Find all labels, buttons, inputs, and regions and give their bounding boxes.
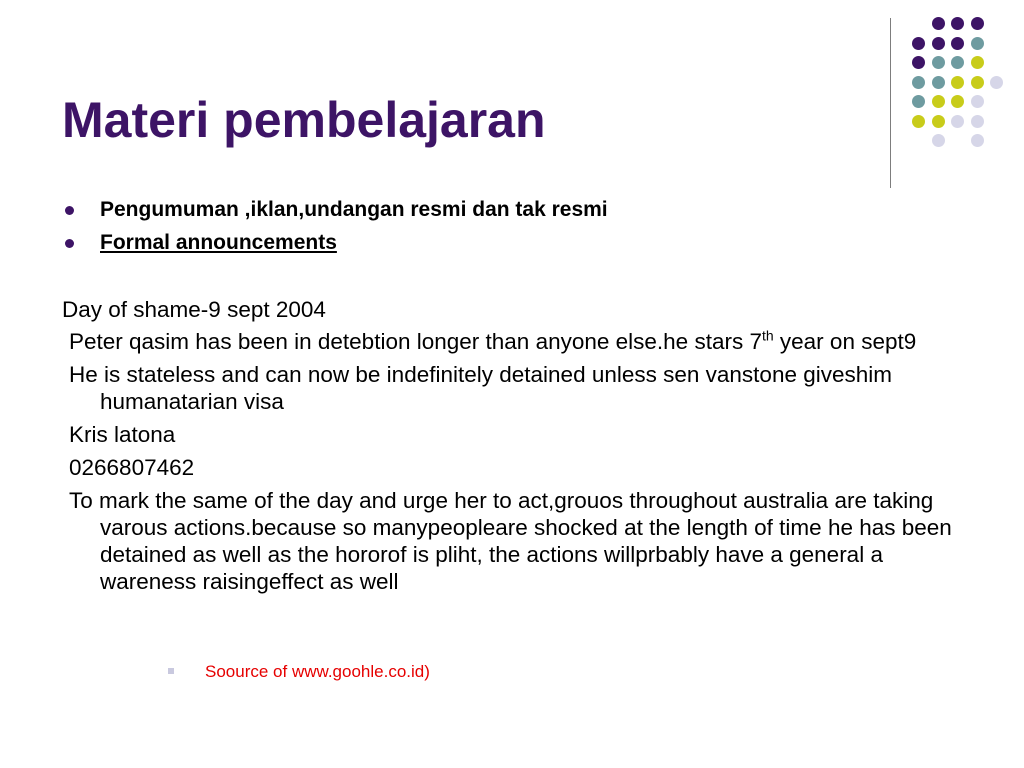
- name-line: Kris latona: [69, 422, 176, 447]
- paragraph-text: year on sept9: [773, 329, 917, 354]
- decorative-dot: [951, 95, 964, 108]
- square-bullet-icon: [168, 668, 174, 674]
- decorative-dot: [951, 76, 964, 89]
- paragraph: He is stateless and can now be indefinitely detained unless sen vanstone giveshim humanatarian visa: [69, 362, 892, 414]
- decorative-dot: [912, 56, 925, 69]
- paragraph: To mark the same of the day and urge her to act,grouos throughout australia are taking varous actions.because so manypeopleare shocked at the length of time he has been detained as well as the hororof is pliht, the actions willprbably have a general a wareness raisingeffect as well: [69, 488, 952, 594]
- decorative-dot: [990, 76, 1003, 89]
- decorative-dot: [951, 17, 964, 30]
- decorative-dot: [971, 37, 984, 50]
- decorative-dot: [951, 56, 964, 69]
- source-line: [205, 662, 430, 682]
- bullet-dot-icon: [65, 239, 74, 248]
- decorative-dot: [932, 95, 945, 108]
- decorative-dot: [951, 37, 964, 50]
- source-text: Soource of www.goohle.co.id): [205, 662, 430, 681]
- bullet-item: [62, 196, 608, 229]
- decorative-dot: [912, 37, 925, 50]
- paragraph: [62, 328, 962, 355]
- decorative-dot: [932, 17, 945, 30]
- bullet-dot-icon: [65, 206, 74, 215]
- bullet-text: Pengumuman ,iklan,undangan resmi dan tak resmi: [100, 198, 608, 221]
- heading-line: Day of shame-9 sept 2004: [62, 297, 326, 322]
- decorative-dot: [912, 115, 925, 128]
- decorative-dot: [971, 134, 984, 147]
- decorative-dot: [932, 37, 945, 50]
- decorative-dot: [912, 76, 925, 89]
- decorative-dot: [971, 17, 984, 30]
- decorative-dot: [932, 56, 945, 69]
- decorative-dot: [932, 134, 945, 147]
- superscript-text: th: [761, 327, 774, 344]
- decorative-dot: [971, 56, 984, 69]
- bullet-list: [62, 196, 608, 262]
- divider-line: [890, 18, 891, 188]
- decorative-dot: [912, 95, 925, 108]
- paragraph-text: Peter qasim has been in detebtion longer than anyone else.he stars 7: [69, 329, 762, 354]
- decorative-dot: [971, 115, 984, 128]
- decorative-dot: [971, 76, 984, 89]
- decorative-dot: [951, 115, 964, 128]
- phone-line: 0266807462: [69, 455, 195, 480]
- decorative-dot: [971, 95, 984, 108]
- decorative-dot: [932, 115, 945, 128]
- slide-title: Materi pembelajaran: [62, 92, 546, 148]
- bullet-text-underlined: Formal announcements: [100, 231, 337, 254]
- decorative-dot: [932, 76, 945, 89]
- bullet-item: [62, 229, 608, 262]
- body-text: [62, 296, 962, 601]
